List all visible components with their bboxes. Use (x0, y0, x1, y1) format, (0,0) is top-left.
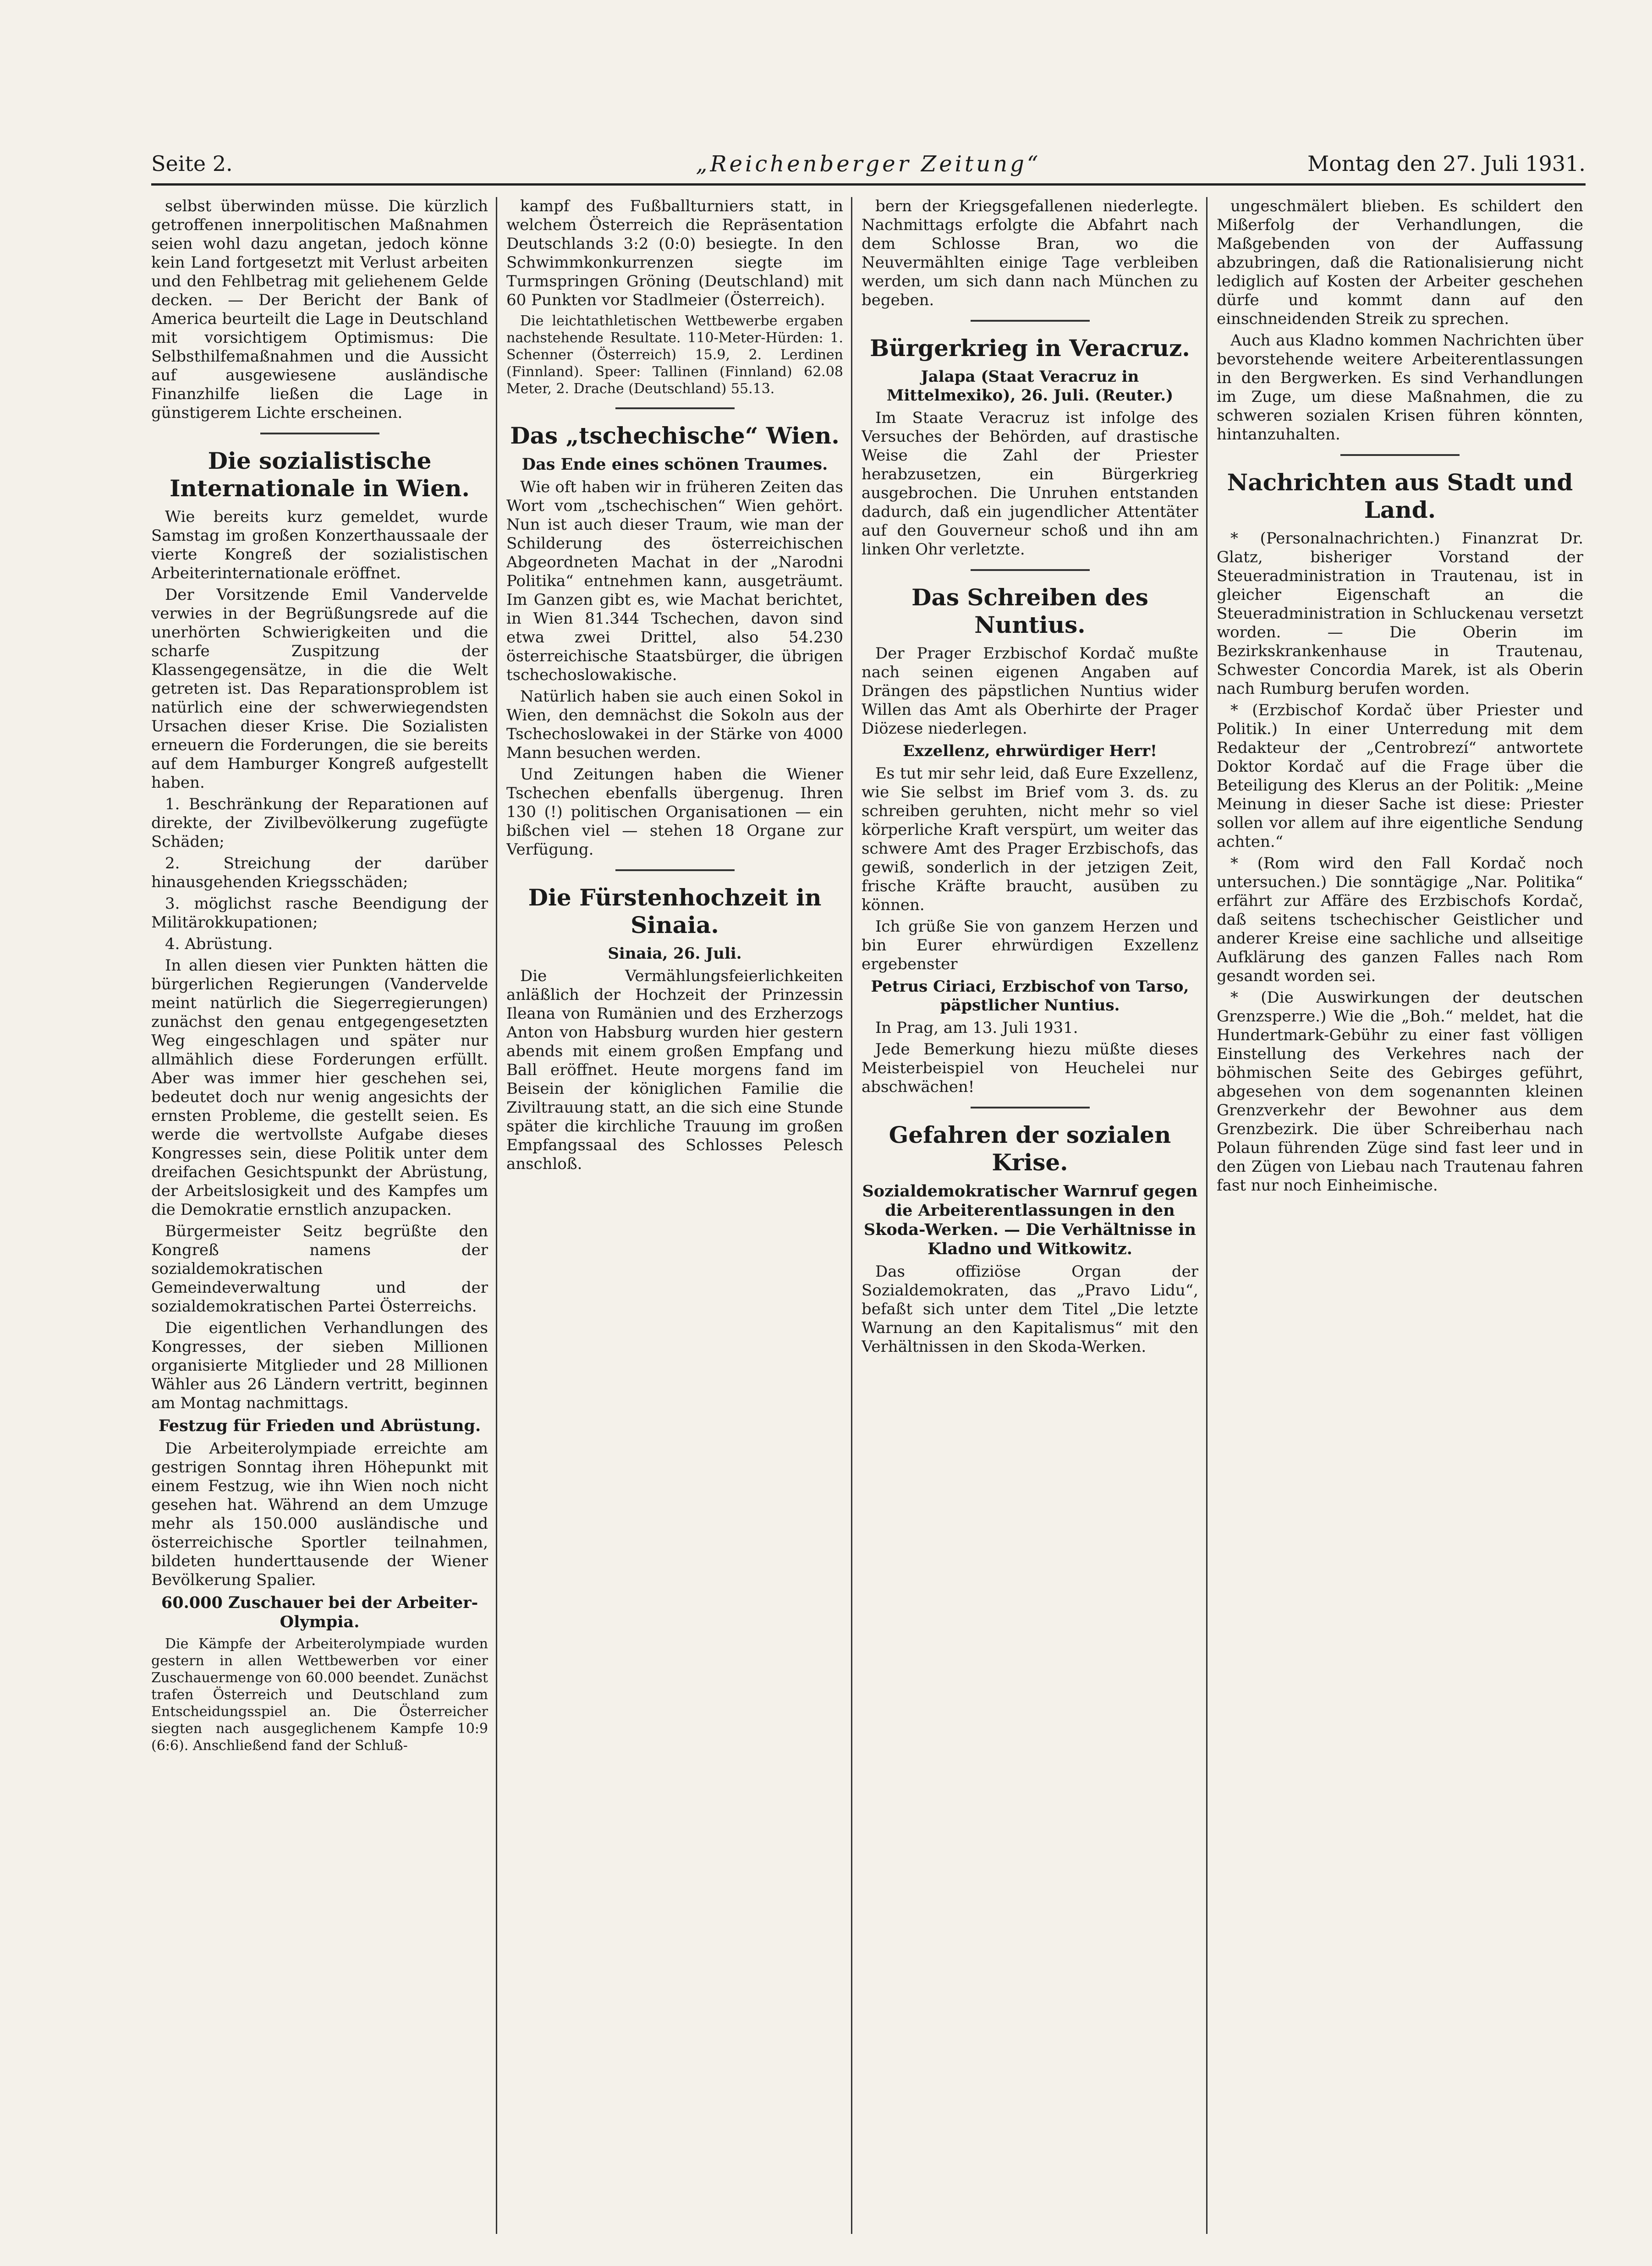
article-text: Der Prager Erzbischof Kordač mußte nach seinen eigenen Angaben auf Drängen des päpstlichen Nuntius wider Willen das Amt als Oberhirte der Prager Diözese niederlegen. (862, 644, 1198, 738)
list-item: 2. Streichung der darüber hinausgehenden Kriegsschäden; (151, 854, 488, 891)
column-3 (862, 197, 1198, 2234)
separator (971, 1107, 1090, 1108)
article-text: Die Kämpfe der Arbeiterolympiade wurden gestern in allen Wettbewerben vor einer Zuschauermenge von 60.000 beendet. Zunächst trafen Österreich und Deutschland zum Entscheidungsspiel an. Die Österreicher siegten nach ausgeglichenem Kampfe 10:9 (6:6). Anschließend fand der Schluß- (151, 1636, 488, 1754)
article-text: Es tut mir sehr leid, daß Eure Exzellenz, wie Sie selbst im Brief vom 3. ds. zu schreiben geruhten, nicht mehr so viel körperliche Kraft verspürt, um weiter das schwere Amt des Prager Erzbischofs, das gewiß, sonderlich in der jetzigen Zeit, frische Kräfte braucht, ausüben zu können. (862, 764, 1198, 914)
article-text: Wie bereits kurz gemeldet, wurde Samstag im großen Konzerthaussaale der vierte Kongreß der sozialistischen Arbeiterinternationale eröffnet. (151, 508, 488, 582)
separator (260, 433, 379, 434)
list-item: 1. Beschränkung der Reparationen auf direkte, der Zivilbevölkerung zugefügte Schäden; (151, 795, 488, 851)
headline: Das Schreiben des Nuntius. (911, 584, 1148, 638)
headline: Die sozialistische Internationale in Wien. (170, 447, 470, 502)
headline: Nachrichten aus Stadt und Land. (1227, 469, 1573, 523)
article-text: bern der Kriegsgefallenen niederlegte. Nachmittags erfolgte die Abfahrt nach dem Schlosse Bran, wo die Neuvermählten einige Tage verbleiben werden, um sich dann nach München zu begeben. (862, 197, 1198, 309)
article-text: Die Vermählungsfeierlichkeiten anläßlich der Hochzeit der Prinzessin Ileana von Rumänien und des Erzherzogs Anton von Habsburg wurden hier gestern abends mit einem großen Empfang und Ball eröffnet. Heute morgens fand im Beisein der königlichen Familie die Ziviltrauung statt, an die sich eine Stunde später die kirchliche Trauung im großen Empfangssaal des Schlosses Pelesch anschloß. (506, 967, 843, 1173)
article-text: Natürlich haben sie auch einen Sokol in Wien, den demnächst die Sokoln aus der Tschechoslowakei in der Stärke von 4000 Mann besuchen werden. (506, 687, 843, 762)
article-text: Jede Bemerkung hiezu müßte dieses Meisterbeispiel von Heuchelei nur abschwächen! (862, 1040, 1198, 1096)
headline: Die Fürstenhochzeit in Sinaia. (528, 884, 822, 938)
article-text: Im Staate Veracruz ist infolge des Versuches der Behörden, auf drastische Weise die Zahl der Priester herabzusetzen, ein Bürgerkrieg ausgebrochen. Die Unruhen entstanden dadurch, daß ein jugendlicher Attentäter auf den Gouverneur schoß und ihn am linken Ohr verletzte. (862, 409, 1198, 559)
column-4 (1217, 197, 1583, 2234)
dateline: Sinaia, 26. Juli. (608, 944, 742, 963)
separator (971, 320, 1090, 322)
masthead: „Reichenberger Zeitung“ (696, 151, 1041, 177)
separator (1340, 454, 1460, 456)
issue-date: Montag den 27. Juli 1931. (1307, 151, 1586, 176)
article-text: Und Zeitungen haben die Wiener Tschechen ebenfalls übergenug. Ihren 130 (!) politischen Organisationen — ein bißchen viel — stehen 18 Organe zur Verfügung. (506, 765, 843, 859)
separator (971, 569, 1090, 571)
article-text: Die leichtathletischen Wettbewerbe ergaben nachstehende Resultate. 110-Meter-Hürden: 1. Schenner (Österreich) 15.9, 2. Lerdinen (Finnland). Speer: Tallinen (Finnland) 62.08 Meter, 2. Drache (Deutschland) 55.13. (506, 313, 843, 397)
article-text: * (Rom wird den Fall Kordač noch untersuchen.) Die sonntägige „Nar. Politika“ erfährt zur Affäre des Erzbischofs Kordač, daß seitens tschechischer Geistlicher und anderer Kreise eine sachliche und allseitige Aufklärung des ganzen Falles nach Rom gesandt worden sei. (1217, 854, 1583, 985)
article-text: Der Vorsitzende Emil Vandervelde verwies in der Begrüßungsrede auf die unerhörten Schwierigkeiten und die scharfe Zuspitzung der Klassengegensätze, in die die Welt getreten ist. Das Reparationsproblem ist natürlich eine der schwerwiegendsten Ursachen dieser Krise. Die Sozialisten erneuern die Forderungen, die sie bereits auf dem Hamburger Kongreß aufgestellt haben. (151, 586, 488, 792)
headline: Bürgerkrieg in Veracruz. (870, 335, 1190, 362)
column-rule (496, 197, 497, 2234)
headline: Gefahren der sozialen Krise. (889, 1121, 1171, 1176)
article-text: Die Arbeiterolympiade erreichte am gestrigen Sonntag ihren Höhepunkt mit einem Festzug, wie ihn Wien noch nicht gesehen hat. Während an dem Umzuge mehr als 150.000 ausländische und österreichische Sportler teilnahmen, bildeten hunderttausende der Wiener Bevölkerung Spalier. (151, 1439, 488, 1589)
article-text: * (Personalnachrichten.) Finanzrat Dr. Glatz, bisheriger Vorstand der Steueradministration in Trautenau, ist in gleicher Eigenschaft an die Steueradministration in Schluckenau versetzt worden. — Die Oberin im Bezirkskrankenhause in Trautenau, Schwester Concordia Marek, ist als Oberin nach Rumburg berufen worden. (1217, 529, 1583, 698)
article-text: In allen diesen vier Punkten hätten die bürgerlichen Regierungen (Vandervelde meint natürlich die Siegerregierungen) zunächst den genau entgegengesetzten Weg eingeschlagen und später nur allmählich diese Forderungen erfüllt. Aber was immer hier geschehen sei, bedeutet doch nur wenig angesichts der ernsten Probleme, die gestellt seien. Es werde die wertvollste Aufgabe dieses Kongresses sein, diese Politik unter dem dreifachen Gesichtspunkt der Abrüstung, der Arbeitslosigkeit und des Kampfes um die Demokratie ernstlich anzupacken. (151, 956, 488, 1219)
article-text: Wie oft haben wir in früheren Zeiten das Wort vom „tschechischen“ Wien gehört. Nun ist auch dieser Traum, wie man der Schilderung des österreichischen Abgeordneten Machat in der „Narodni Politika“ entnehmen kann, ausgeträumt. Im Ganzen gibt es, wie Machat berichtet, in Wien 81.344 Tschechen, davon sind etwa zwei Drittel, also 54.230 österreichische Staatsbürger, die übrigen tschechoslowakische. (506, 478, 843, 684)
article-text: Ich grüße Sie von ganzem Herzen und bin Eurer ehrwürdigen Exzellenz ergebenster (862, 917, 1198, 973)
salutation: Exzellenz, ehrwürdiger Herr! (903, 742, 1157, 760)
subheading: Sozialdemokratischer Warnruf gegen die Arbeiterentlassungen in den Skoda-Werken. — Die Verhältnisse in Kladno und Witkowitz. (862, 1182, 1198, 1258)
subheading: 60.000 Zuschauer bei der Arbeiter-Olympia. (161, 1593, 478, 1631)
subheading: Das Ende eines schönen Traumes. (521, 455, 828, 474)
list-item: 3. möglichst rasche Beendigung der Militärokkupationen; (151, 894, 488, 932)
article-text: Bürgermeister Seitz begrüßte den Kongreß namens der sozialdemokratischen Gemeindeverwaltung und der sozialdemokratischen Partei Österreichs. (151, 1222, 488, 1316)
page-header (151, 151, 1586, 186)
article-text: kampf des Fußballturniers statt, in welchem Österreich die Repräsentation Deutschlands 3:2 (0:0) besiegte. In den Schwimmkonkurrenzen siegte im Turmspringen Gröning (Deutschland) mit 60 Punkten vor Stadlmeier (Österreich). (506, 197, 843, 309)
separator (615, 869, 735, 871)
column-2 (506, 197, 843, 2234)
list-item: 4. Abrüstung. (165, 935, 273, 953)
place-date: In Prag, am 13. Juli 1931. (875, 1019, 1078, 1037)
signature: Petrus Ciriaci, Erzbischof von Tarso, päpstlicher Nuntius. (871, 977, 1189, 1015)
article-text: * (Erzbischof Kordač über Priester und Politik.) In einer Unterredung mit dem Redakteur der „Centrobrezí“ antwortete Doktor Kordač auf die Frage über die Beteiligung des Klerus an der Politik: „Meine Meinung in dieser Sache ist diese: Priester sollen vor allem auf ihre eigentliche Sendung achten.“ (1217, 701, 1583, 851)
column-rule (1206, 197, 1207, 2234)
separator (615, 407, 735, 409)
dateline: Jalapa (Staat Veracruz in Mittelmexiko), 26. Juli. (Reuter.) (886, 368, 1174, 405)
subheading: Festzug für Frieden und Abrüstung. (158, 1416, 481, 1435)
page-number: Seite 2. (151, 151, 233, 176)
article-text: * (Die Auswirkungen der deutschen Grenzsperre.) Wie die „Boh.“ meldet, hat die Hundertmark-Gebühr zu einer fast völligen Einstellung des Verkehres nach der böhmischen Seite des Gebirges geführt, abgesehen von dem sogenannten kleinen Grenzverkehr der Bewohner aus dem Grenzbezirk. Die über Schreiberhau nach Polaun führenden Züge sind fast leer und in den Zügen von Liebau nach Trautenau fahren fast nur noch Einheimische. (1217, 988, 1583, 1195)
article-text: Die eigentlichen Verhandlungen des Kongresses, der sieben Millionen organisierte Mitglieder und 28 Millionen Wähler aus 26 Ländern vertritt, beginnen am Montag nachmittags. (151, 1319, 488, 1412)
headline: Das „tschechische“ Wien. (510, 422, 840, 449)
article-text: ungeschmälert blieben. Es schildert den Mißerfolg der Verhandlungen, die Maßgebenden von der Auffassung abzubringen, daß die Rationalisierung nicht lediglich auf Kosten der Arbeiter geschehen dürfe und kommt dann auf den einschneidenden Streik zu sprechen. (1217, 197, 1583, 328)
column-1 (151, 197, 488, 2234)
article-text: Auch aus Kladno kommen Nachrichten über bevorstehende weitere Arbeiterentlassungen in den Bergwerken. Es sind Verhandlungen im Zuge, um diese Maßnahmen, die zu schweren sozialen Krisen führen könnten, hintanzuhalten. (1217, 331, 1583, 444)
article-text: selbst überwinden müsse. Die kürzlich getroffenen innerpolitischen Maßnahmen seien wohl dazu angetan, jedoch könne kein Land fortgesetzt mit Verlust arbeiten und den Fehlbetrag mit geliehenem Gelde decken. — Der Bericht der Bank of America beurteilt die Lage in Deutschland mit vorsichtigem Optimismus: Die Selbsthilfemaßnahmen und die Aussicht auf ausgewiesene ausländische Finanzhilfe ließen die Lage in günstigerem Lichte erscheinen. (151, 197, 488, 422)
column-rule (851, 197, 852, 2234)
article-text: Das offiziöse Organ der Sozialdemokraten, das „Pravo Lidu“, befaßt sich unter dem Titel „Die letzte Warnung an den Kapitalismus“ mit den Verhältnissen in den Skoda-Werken. (862, 1262, 1198, 1356)
